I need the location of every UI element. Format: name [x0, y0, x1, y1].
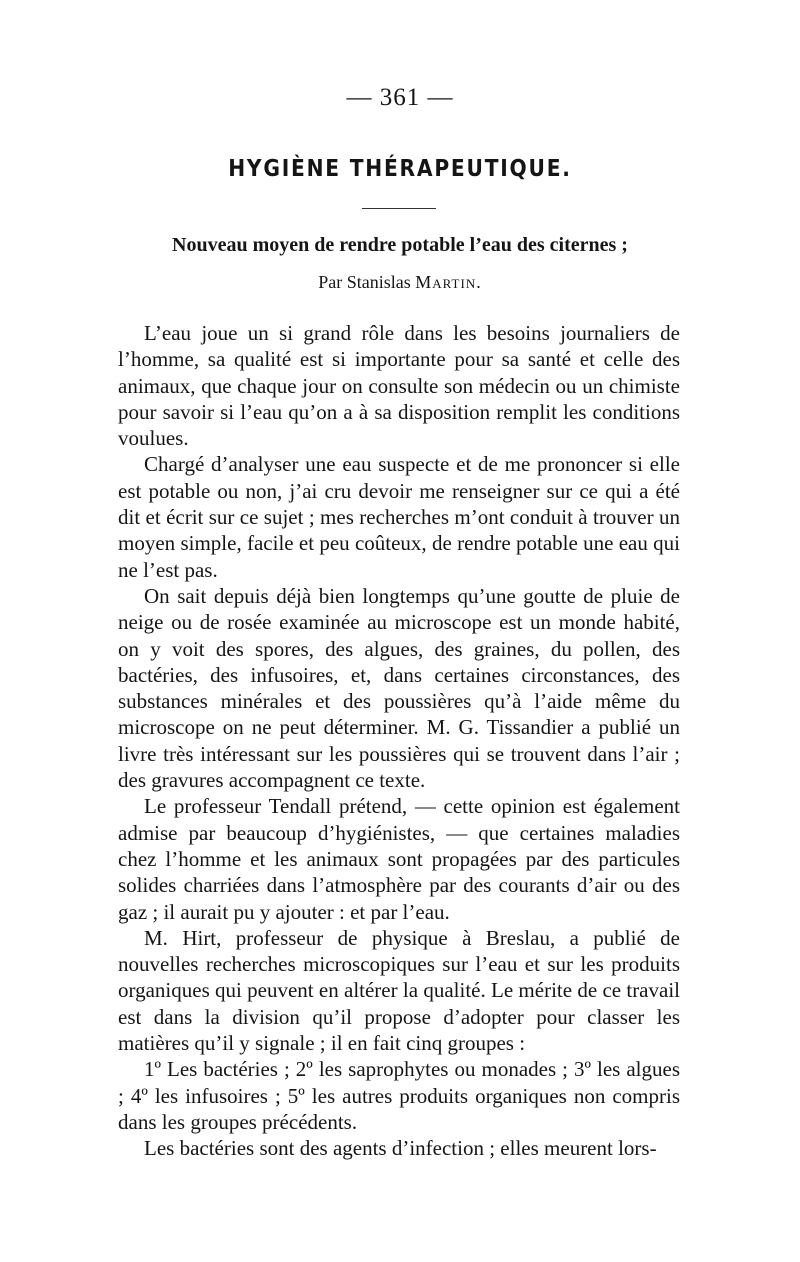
byline-author: Martin.	[415, 272, 482, 292]
paragraph-6: 1º Les bactéries ; 2º les saprophytes ou monades ; 3º les algues ; 4º les infusoires ; 5º les autres produits organiques non compris dans les groupes précédents.	[118, 1057, 680, 1134]
paragraph-5: M. Hirt, professeur de physique à Breslau, a publié de nouvelles recherches microscopiques sur l’eau et sur les produits organiques qui peuvent en altérer la qualité. Le mérite de ce travail est dans la division qu’il propose d’adopter pour classer les matières qu’il y signale ; il en fait cinq groupes :	[118, 925, 680, 1056]
paragraph-4: Le professeur Tendall prétend, — cette opinion est également admise par beaucoup d’hygiénistes, — que certaines maladies chez l’homme et les animaux sont propagées par des particules solides charriées dans l’atmosphère par des courants d’air ou des gaz ; il aurait pu y ajouter : et par l’eau.	[118, 794, 680, 924]
byline	[0, 272, 800, 293]
article-body	[118, 320, 680, 1162]
page-number: — 361 —	[346, 84, 454, 111]
title-divider	[362, 208, 436, 209]
article-title: Nouveau moyen de rendre potable l’eau des citernes ;	[172, 234, 628, 256]
section-title: HYGIÈNE THÉRAPEUTIQUE.	[228, 156, 572, 182]
byline-prefix: Par Stanislas	[318, 272, 411, 292]
paragraph-3: On sait depuis déjà bien longtemps qu’une goutte de pluie de neige ou de rosée examinée au microscope est un monde habité, on y voit des spores, des algues, des graines, du pollen, des bactéries, des infusoires, et, dans certaines circonstances, des substances minérales et des poussières qu’à l’aide même du microscope on ne peut déterminer. M. G. Tissandier a publié un livre très intéressant sur les poussières qui se trouvent dans l’air ; des gravures accompagnent ce texte.	[118, 583, 680, 793]
paragraph-7: Les bactéries sont des agents d’infection ; elles meurent lors-	[144, 1136, 657, 1161]
paragraph-2: Chargé d’analyser une eau suspecte et de me prononcer si elle est potable ou non, j’ai cru devoir me renseigner sur ce qui a été dit et écrit sur ce sujet ; mes recherches m’ont conduit à trouver un moyen simple, facile et peu coûteux, de rendre potable une eau qui ne l’est pas.	[118, 452, 680, 582]
paragraph-1: L’eau joue un si grand rôle dans les besoins journaliers de l’homme, sa qualité est si importante pour sa santé et celle des animaux, que chaque jour on consulte son médecin ou un chimiste pour savoir si l’eau qu’on a à sa disposition remplit les conditions voulues.	[118, 321, 680, 451]
